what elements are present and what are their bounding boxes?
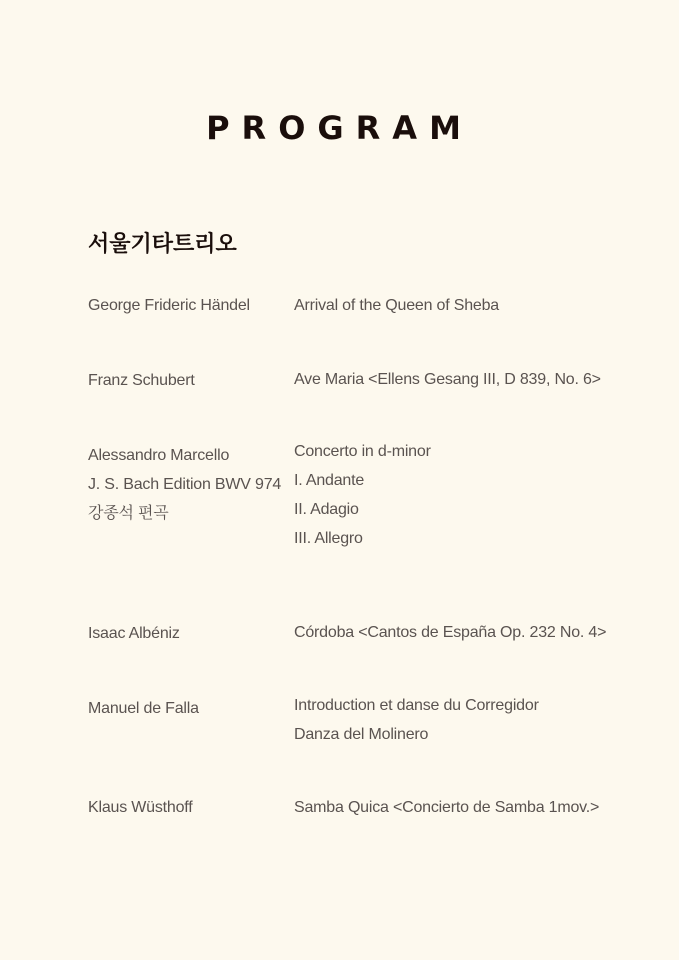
composer-line: 강종석 편곡 [88, 505, 169, 522]
page-title: PROGRAM [206, 109, 473, 147]
work-line: II. Adagio [294, 501, 359, 518]
composer [88, 793, 288, 822]
work [294, 437, 664, 553]
composer [88, 619, 288, 648]
ensemble-name: 서울기타트리오 [88, 232, 237, 257]
work-line: I. Andante [294, 472, 365, 489]
work [294, 618, 664, 647]
work [294, 365, 664, 394]
composer-line: J. S. Bach Edition BWV 974 [88, 476, 282, 493]
composer-line: Alessandro Marcello [88, 447, 230, 464]
work-line: Córdoba <Cantos de España Op. 232 No. 4> [294, 624, 607, 641]
composer-line: Klaus Wüsthoff [88, 799, 193, 816]
composer-line: Franz Schubert [88, 372, 195, 389]
work [294, 691, 664, 749]
work-line: Danza del Molinero [294, 726, 429, 743]
work-line: Arrival of the Queen of Sheba [294, 297, 499, 314]
composer [88, 441, 288, 528]
work-line: Concerto in d-minor [294, 443, 431, 460]
composer [88, 694, 288, 723]
work-line: Samba Quica <Concierto de Samba 1mov.> [294, 799, 600, 816]
work [294, 793, 664, 822]
composer-line: Isaac Albéniz [88, 625, 180, 642]
work-line: Introduction et danse du Corregidor [294, 697, 539, 714]
work-line: III. Allegro [294, 530, 363, 547]
composer [88, 366, 288, 395]
composer-line: Manuel de Falla [88, 700, 199, 717]
composer [88, 291, 288, 320]
work-line: Ave Maria <Ellens Gesang III, D 839, No. 6> [294, 371, 601, 388]
composer-line: George Frideric Händel [88, 297, 250, 314]
work [294, 291, 664, 320]
